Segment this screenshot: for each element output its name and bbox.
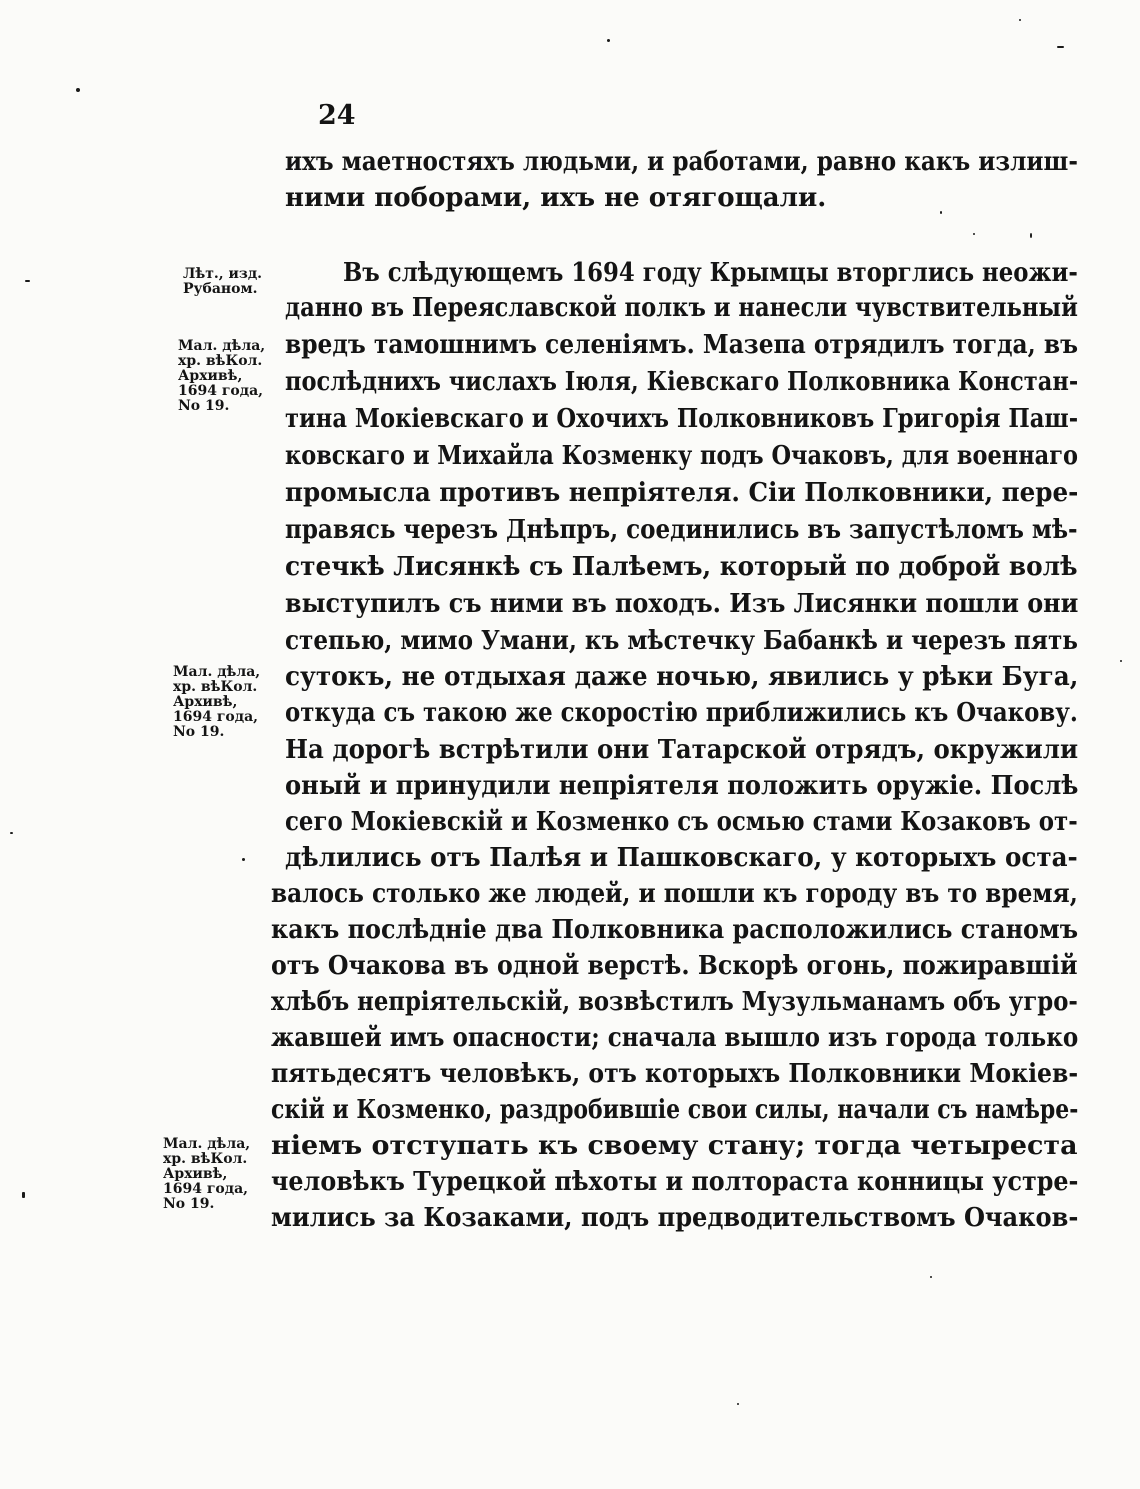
- text-line: вредъ тамошнимъ селеніямъ. Мазепа отрядилъ тогда, въ: [285, 330, 1078, 360]
- scan-speck: [1120, 660, 1122, 662]
- margin-note: [183, 267, 262, 297]
- margin-note-line: Архивѣ,: [173, 694, 238, 710]
- text-line: мились за Козаками, подъ предводительствомъ Очаков-: [271, 1203, 1079, 1233]
- margin-note-line: No 19.: [178, 398, 230, 414]
- margin-note-line: Рубаном.: [183, 281, 258, 297]
- text-line: какъ послѣдніе два Полковника расположились станомъ: [271, 915, 1079, 945]
- margin-note-line: 1694 года,: [173, 709, 259, 725]
- margin-note-line: 1694 года,: [163, 1181, 249, 1197]
- scan-speck: [1030, 233, 1032, 238]
- margin-note-line: хр. вѣКол.: [163, 1151, 248, 1167]
- scan-speck: [737, 1403, 739, 1405]
- scan-speck: [930, 1276, 932, 1278]
- text-line: ніемъ отступать къ своему стану; тогда четыреста: [271, 1131, 1078, 1161]
- scan-speck: [10, 832, 13, 834]
- text-line: валось столько же людей, и пошли къ городу въ то время,: [271, 879, 1078, 909]
- margin-note-line: 1694 года,: [178, 383, 264, 399]
- margin-note-line: No 19.: [173, 724, 225, 740]
- text-line: человѣкъ Турецкой пѣхоты и полтораста конницы устре-: [271, 1167, 1079, 1197]
- margin-note-line: Мал. дѣла,: [178, 338, 266, 354]
- scan-speck: [1019, 19, 1021, 21]
- text-line: ихъ маетностяхъ людьми, и работами, равно какъ излиш-: [285, 147, 1078, 177]
- margin-note: [173, 665, 260, 740]
- margin-note-line: Лѣт., изд.: [183, 266, 263, 282]
- margin-note-line: Мал. дѣла,: [173, 664, 261, 680]
- text-line: данно въ Переяславской полкъ и нанесли чувствительный: [285, 293, 1078, 323]
- margin-note: [178, 339, 265, 414]
- text-line: На дорогѣ встрѣтили они Татарской отрядъ, окружили: [285, 735, 1079, 765]
- page-number: 24: [318, 100, 356, 131]
- text-line: сего Мокіевскій и Козменко съ осмью стами Козаковъ от-: [285, 807, 1078, 837]
- margin-note-line: No 19.: [163, 1196, 215, 1212]
- scan-speck: [973, 233, 975, 235]
- text-line: правясь черезъ Днѣпръ, соединились въ запустѣломъ мѣ-: [285, 515, 1078, 545]
- text-line: дѣлились отъ Палѣя и Пашковскаго, у которыхъ оста-: [285, 843, 1078, 873]
- text-line: откуда съ такою же скоростію приближились къ Очакову.: [285, 698, 1078, 728]
- text-line: стечкѣ Лисянкѣ съ Палѣемъ, который по доброй волѣ: [285, 552, 1078, 582]
- scan-speck: [940, 211, 942, 214]
- margin-note-line: Архивѣ,: [178, 368, 243, 384]
- text-line: жавшей имъ опасности; сначала вышло изъ города только: [271, 1023, 1079, 1053]
- text-line: оный и принудили непріятеля положить оружіе. Послѣ: [285, 771, 1079, 801]
- margin-note-line: Архивѣ,: [163, 1166, 228, 1182]
- scan-speck: [25, 280, 30, 282]
- text-line: промысла противъ непріятеля. Сіи Полковники, пере-: [285, 478, 1079, 508]
- margin-note-line: хр. вѣКол.: [173, 679, 258, 695]
- text-line: выступилъ съ ними въ походъ. Изъ Лисянки пошли они: [285, 589, 1079, 619]
- text-line: Въ слѣдующемъ 1694 году Крымцы вторглись неожи-: [343, 258, 1078, 288]
- text-line: тина Мокіевскаго и Охочихъ Полковниковъ Григорія Паш-: [285, 404, 1079, 434]
- text-line: скій и Козменко, раздробившіе свои силы, начали съ намѣре-: [271, 1095, 1079, 1125]
- scan-speck: [76, 88, 80, 92]
- text-line: пятьдесятъ человѣкъ, отъ которыхъ Полковники Мокіев-: [271, 1059, 1079, 1089]
- text-line: отъ Очакова въ одной верстѣ. Вскорѣ огонь, пожиравшій: [271, 951, 1078, 981]
- margin-note: [163, 1137, 250, 1212]
- text-line: ними поборами, ихъ не отягощали.: [285, 183, 827, 213]
- text-line: послѣднихъ числахъ Іюля, Кіевскаго Полковника Констан-: [285, 367, 1079, 397]
- text-line: ковскаго и Михайла Козменку подъ Очаковъ, для военнаго: [285, 441, 1078, 471]
- text-line: хлѣбъ непріятельскій, возвѣстилъ Музульманамъ объ угро-: [271, 987, 1078, 1017]
- scan-speck: [607, 39, 610, 42]
- margin-note-line: Мал. дѣла,: [163, 1136, 251, 1152]
- scan-speck: [242, 858, 245, 861]
- text-line: степью, мимо Умани, къ мѣстечку Бабанкѣ и черезъ пять: [285, 626, 1078, 656]
- scan-speck: [22, 1192, 25, 1198]
- text-line: сутокъ, не отдыхая даже ночью, явились у рѣки Буга,: [285, 662, 1079, 692]
- margin-note-line: хр. вѣКол.: [178, 353, 263, 369]
- scan-speck: [1057, 46, 1064, 48]
